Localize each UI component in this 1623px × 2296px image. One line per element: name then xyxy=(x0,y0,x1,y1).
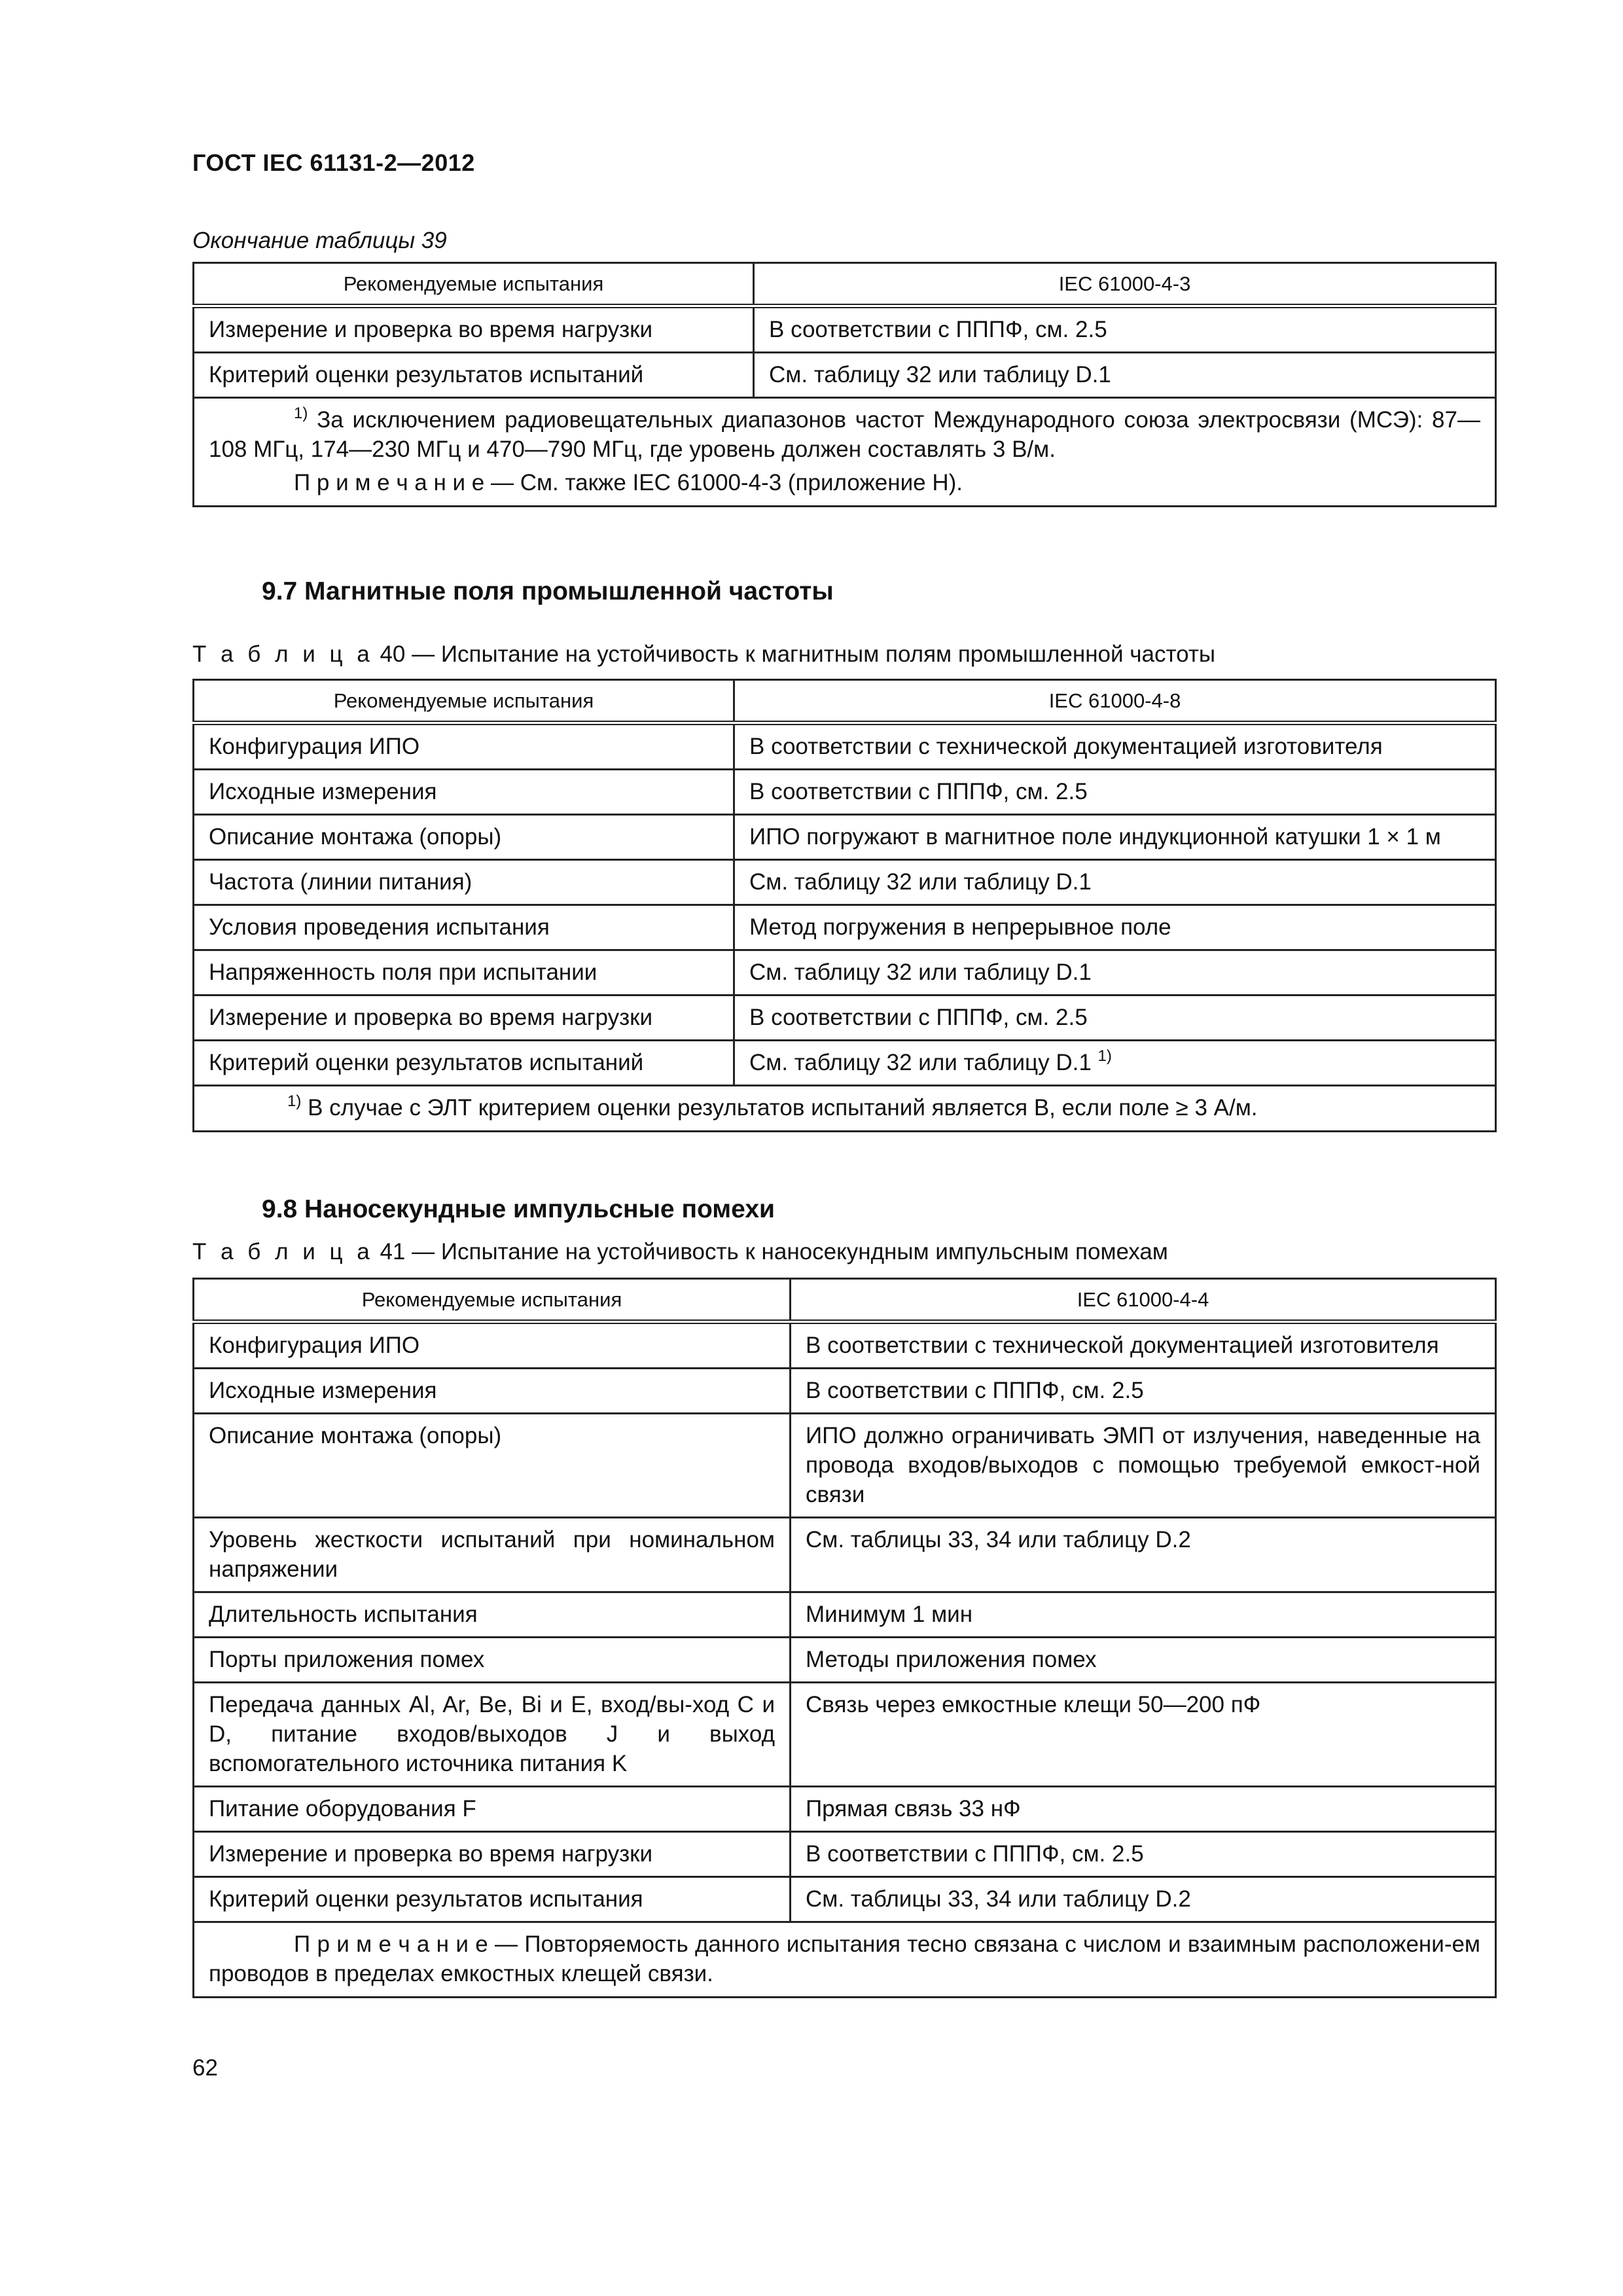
table-cell: Описание монтажа (опоры) xyxy=(194,1414,791,1518)
table-cell: Конфигурация ИПО xyxy=(194,1322,791,1369)
note-text: — Повторяемость данного испытания тесно связана с числом и взаимным расположени-ем проводов в пределах емкостных клещей связи. xyxy=(209,1931,1480,1986)
table-row xyxy=(194,1322,1496,1369)
table-cell: В соответствии с ПППФ, см. 2.5 xyxy=(791,1832,1496,1877)
cell-text: См. таблицу 32 или таблицу D.1 xyxy=(749,1050,1092,1075)
table-footnote-row xyxy=(194,1922,1496,1998)
column-header-tests: Рекомендуемые испытания xyxy=(194,680,734,723)
table-cell: В соответствии с ПППФ, см. 2.5 xyxy=(734,996,1496,1041)
table-row xyxy=(194,1683,1496,1787)
footnote-mark: 1) xyxy=(294,404,308,422)
table-cell: См. таблицу 32 или таблицу D.1 xyxy=(734,860,1496,905)
table-row xyxy=(194,905,1496,950)
table-note xyxy=(194,1922,1496,1998)
footnote-text: За исключением радиовещательных диапазонов частот Международного союза электросвязи (МСЭ): 87—108 МГц, 174—230 МГц и 470—790 МГц, где уровень должен составлять 3 В/м. xyxy=(209,407,1480,462)
caption-text: 41 — Испытание на устойчивость к наносекундным импульсным помехам xyxy=(373,1239,1168,1265)
table-41 xyxy=(192,1278,1497,1998)
table-header-row xyxy=(194,263,1496,306)
caption-text: 40 — Испытание на устойчивость к магнитным полям промышленной частоты xyxy=(373,641,1216,667)
table-cell: Критерий оценки результатов испытаний xyxy=(194,353,754,398)
table-cell: Длительность испытания xyxy=(194,1592,791,1638)
section-heading-9-7: 9.7 Магнитные поля промышленной частоты xyxy=(262,577,834,605)
column-header-tests: Рекомендуемые испытания xyxy=(194,1279,791,1322)
table-row xyxy=(194,1638,1496,1683)
table-cell: Напряженность поля при испытании xyxy=(194,950,734,996)
footnote-paragraph xyxy=(209,1093,1480,1122)
table-cell: Прямая связь 33 нФ xyxy=(791,1787,1496,1832)
table-cell: См. таблицу 32 или таблицу D.1 xyxy=(734,950,1496,996)
table-cell: Критерий оценки результатов испытаний xyxy=(194,1041,734,1086)
table-cell: Порты приложения помех xyxy=(194,1638,791,1683)
table-row xyxy=(194,1592,1496,1638)
table-row xyxy=(194,723,1496,770)
table-39-caption: Окончание таблицы 39 xyxy=(192,228,447,253)
table-cell: ИПО погружают в магнитное поле индукционной катушки 1 × 1 м xyxy=(734,815,1496,860)
table-row xyxy=(194,353,1496,398)
table-footnote-row xyxy=(194,1086,1496,1132)
note-text: — См. также IEC 61000-4-3 (приложение H). xyxy=(484,470,963,495)
footnote-mark: 1) xyxy=(1097,1047,1112,1065)
table-row xyxy=(194,815,1496,860)
table-cell: Исходные измерения xyxy=(194,770,734,815)
table-row xyxy=(194,770,1496,815)
table-cell: Питание оборудования F xyxy=(194,1787,791,1832)
note-label: П р и м е ч а н и е xyxy=(294,1931,488,1957)
table-cell: В соответствии с ПППФ, см. 2.5 xyxy=(734,770,1496,815)
caption-label: Т а б л и ц а xyxy=(192,641,374,667)
table-row xyxy=(194,1877,1496,1922)
table-row xyxy=(194,1518,1496,1592)
note-paragraph xyxy=(209,1929,1480,1988)
table-40 xyxy=(192,679,1497,1132)
document-header: ГОСТ IEC 61131-2—2012 xyxy=(192,149,475,176)
column-header-standard: IEC 61000-4-4 xyxy=(791,1279,1496,1322)
footnote-text: В случае с ЭЛТ критерием оценки результатов испытаний является B, если поле ≥ 3 А/м. xyxy=(308,1095,1258,1121)
table-cell: В соответствии с ПППФ, см. 2.5 xyxy=(754,306,1496,353)
footnote-paragraph xyxy=(209,405,1480,464)
table-footnote-row xyxy=(194,398,1496,507)
table-cell: См. таблицы 33, 34 или таблицу D.2 xyxy=(791,1877,1496,1922)
page-number: 62 xyxy=(192,2055,218,2081)
table-cell: Частота (линии питания) xyxy=(194,860,734,905)
table-41-caption xyxy=(192,1239,1168,1265)
table-cell: Связь через емкостные клещи 50—200 пФ xyxy=(791,1683,1496,1787)
table-cell: В соответствии с технической документацией изготовителя xyxy=(734,723,1496,770)
table-cell: Описание монтажа (опоры) xyxy=(194,815,734,860)
table-cell: Методы приложения помех xyxy=(791,1638,1496,1683)
table-cell: ИПО должно ограничивать ЭМП от излучения, наведенные на провода входов/выходов с помощью требуемой емкост-ной связи xyxy=(791,1414,1496,1518)
table-row xyxy=(194,306,1496,353)
table-note xyxy=(209,468,1480,497)
table-cell xyxy=(734,1041,1496,1086)
column-header-tests: Рекомендуемые испытания xyxy=(194,263,754,306)
column-header-standard: IEC 61000-4-8 xyxy=(734,680,1496,723)
table-cell: Измерение и проверка во время нагрузки xyxy=(194,996,734,1041)
table-cell: Конфигурация ИПО xyxy=(194,723,734,770)
table-39 xyxy=(192,262,1497,507)
note-label: П р и м е ч а н и е xyxy=(294,470,485,495)
table-cell: Измерение и проверка во время нагрузки xyxy=(194,306,754,353)
table-row xyxy=(194,1414,1496,1518)
table-cell: См. таблицы 33, 34 или таблицу D.2 xyxy=(791,1518,1496,1592)
table-row xyxy=(194,860,1496,905)
table-cell: Исходные измерения xyxy=(194,1369,791,1414)
table-cell: Метод погружения в непрерывное поле xyxy=(734,905,1496,950)
table-cell: Минимум 1 мин xyxy=(791,1592,1496,1638)
table-row xyxy=(194,1369,1496,1414)
table-cell: См. таблицу 32 или таблицу D.1 xyxy=(754,353,1496,398)
table-footnote xyxy=(194,398,1496,507)
footnote-mark: 1) xyxy=(287,1092,302,1110)
table-cell: Измерение и проверка во время нагрузки xyxy=(194,1832,791,1877)
table-row xyxy=(194,996,1496,1041)
table-row xyxy=(194,1041,1496,1086)
table-header-row xyxy=(194,1279,1496,1322)
table-header-row xyxy=(194,680,1496,723)
table-cell: В соответствии с технической документацией изготовителя xyxy=(791,1322,1496,1369)
table-cell: Передача данных Al, Ar, Be, Bi и E, вход/вы-ход C и D, питание входов/выходов J и выход вспомогательного источника питания K xyxy=(194,1683,791,1787)
section-heading-9-8: 9.8 Наносекундные импульсные помехи xyxy=(262,1195,775,1223)
table-footnote xyxy=(194,1086,1496,1132)
table-cell: В соответствии с ПППФ, см. 2.5 xyxy=(791,1369,1496,1414)
table-row xyxy=(194,1787,1496,1832)
table-cell: Уровень жесткости испытаний при номинальном напряжении xyxy=(194,1518,791,1592)
table-cell: Условия проведения испытания xyxy=(194,905,734,950)
table-40-caption xyxy=(192,641,1215,668)
table-row xyxy=(194,1832,1496,1877)
caption-label: Т а б л и ц а xyxy=(192,1239,374,1265)
table-cell: Критерий оценки результатов испытания xyxy=(194,1877,791,1922)
table-row xyxy=(194,950,1496,996)
column-header-standard: IEC 61000-4-3 xyxy=(754,263,1496,306)
